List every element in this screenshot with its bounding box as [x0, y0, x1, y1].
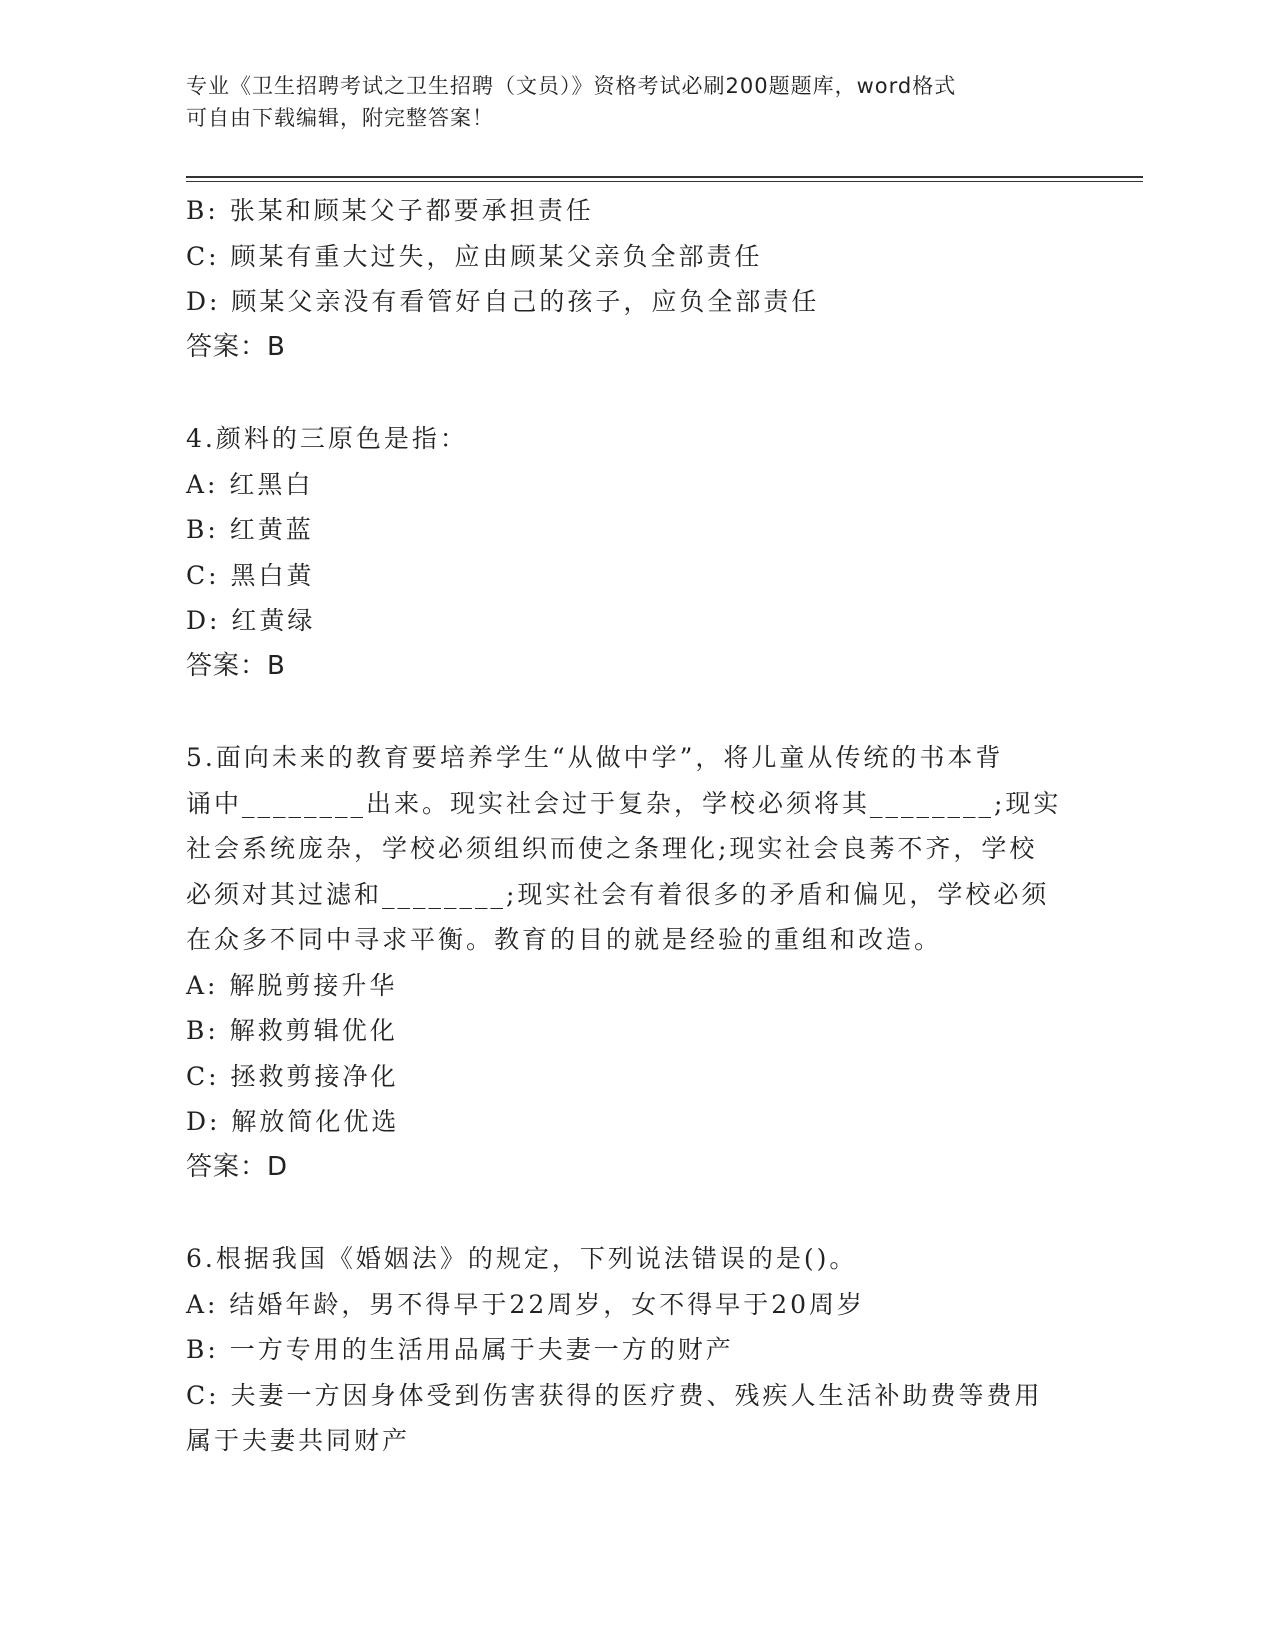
question-content: [186, 188, 1066, 1464]
answer-line: 答案：B: [186, 650, 286, 681]
question-stem-line: 诵中________出来。现实社会过于复杂，学校必须将其________;现实: [186, 788, 1062, 818]
spacer: [186, 370, 1066, 416]
header-line-1: 专业《卫生招聘考试之卫生招聘（文员）》资格考试必刷200题题库，word格式: [186, 74, 957, 98]
header-divider-thick: [186, 176, 1143, 178]
option-b: B: 解救剪辑优化: [186, 1016, 398, 1045]
header-divider-thin: [186, 181, 1143, 182]
option-b: B: 一方专用的生活用品属于夫妻一方的财产: [186, 1335, 734, 1364]
option-c: C: 顾某有重大过失，应由顾某父亲负全部责任: [186, 241, 763, 271]
question-6: [186, 1236, 1066, 1464]
question-stem-line: 5.面向未来的教育要培养学生“从做中学”，将儿童从传统的书本背: [186, 743, 1004, 772]
answer-line: 答案：B: [186, 331, 286, 362]
option-d: D: 红黄绿: [186, 606, 316, 635]
header-line-2: 可自由下载编辑，附完整答案！: [186, 106, 494, 130]
question-stem: 4.颜料的三原色是指：: [186, 424, 468, 453]
option-a: A: 红黑白: [186, 469, 314, 499]
spacer: [186, 1190, 1066, 1236]
option-a: A: 解脱剪接升华: [186, 970, 398, 1000]
document-header: [186, 70, 1066, 134]
option-c-continued: 属于夫妻共同财产: [186, 1426, 411, 1455]
question-5: [186, 735, 1066, 1190]
option-d: D: 顾某父亲没有看管好自己的孩子，应负全部责任: [186, 287, 820, 316]
answer-line: 答案：D: [186, 1151, 289, 1182]
option-d: D: 解放简化优选: [186, 1107, 400, 1136]
question-3-tail: [186, 188, 1066, 370]
option-c: C: 夫妻一方因身体受到伤害获得的医疗费、残疾人生活补助费等费用: [186, 1380, 1043, 1410]
question-stem-line: 必须对其过滤和________;现实社会有着很多的矛盾和偏见，学校必须: [186, 879, 1050, 909]
question-stem: 6.根据我国《婚姻法》的规定，下列说法错误的是()。: [186, 1244, 858, 1273]
option-b: B: 红黄蓝: [186, 515, 314, 544]
option-c: C: 拯救剪接净化: [186, 1061, 399, 1091]
option-a: A: 结婚年龄，男不得早于22周岁，女不得早于20周岁: [186, 1289, 866, 1319]
spacer: [186, 689, 1066, 735]
option-c: C: 黑白黄: [186, 560, 315, 590]
question-stem-line: 社会系统庞杂，学校必须组织而使之条理化;现实社会良莠不齐，学校: [186, 834, 1038, 863]
question-4: [186, 416, 1066, 689]
question-stem-line: 在众多不同中寻求平衡。教育的目的就是经验的重组和改造。: [186, 925, 943, 954]
option-b: B: 张某和顾某父子都要承担责任: [186, 196, 594, 225]
